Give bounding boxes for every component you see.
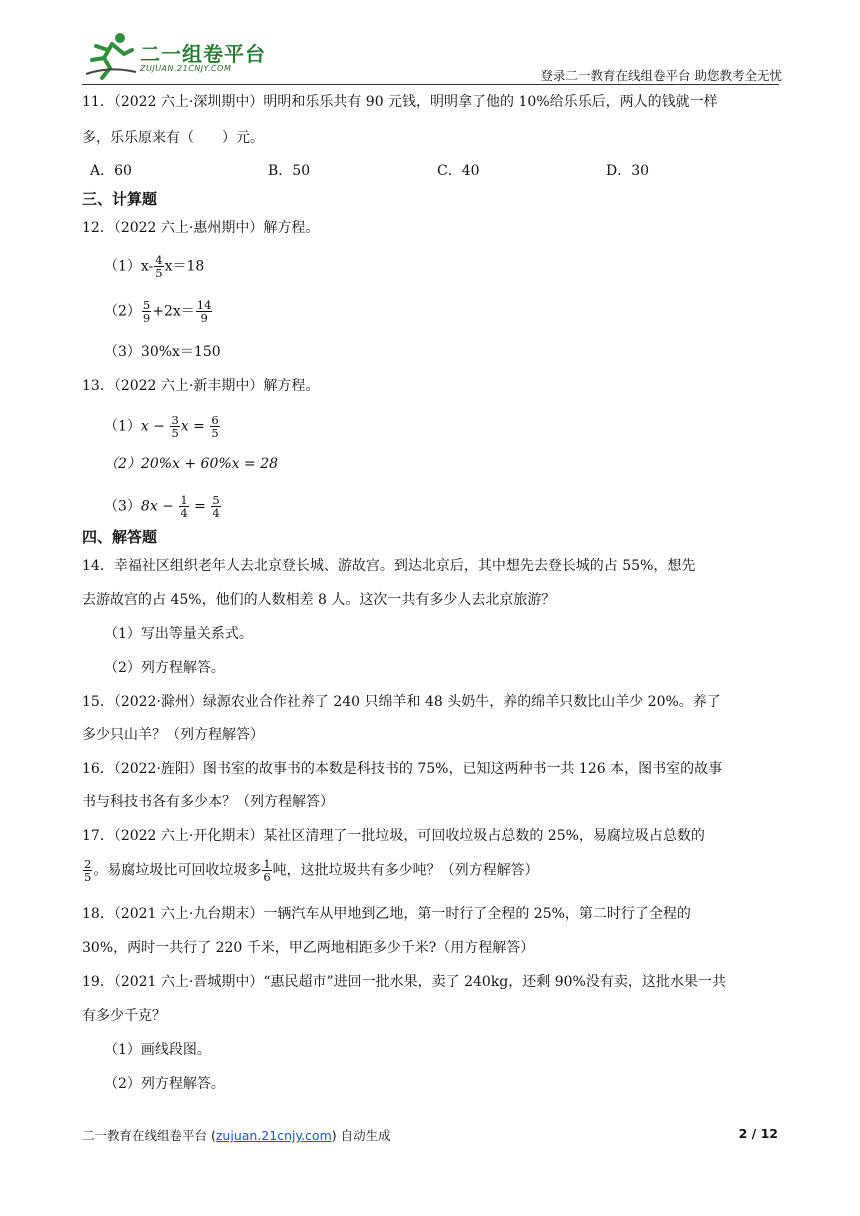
q13-title: 13．（2022 六上·新丰期中）解方程。 <box>82 378 320 394</box>
fraction: $\frac{5}{4}$ <box>212 493 220 520</box>
logo-subtext: ZUJUAN.21CNJY.COM <box>140 64 232 73</box>
q14-line2: 去游故宫的占 45%，他们的人数相差 8 人。这次一共有多少人去北京旅游？ <box>82 592 556 608</box>
footer-source-post: ) 自动生成 <box>331 1128 391 1143</box>
q19-sub1: （1）画线段图。 <box>104 1042 211 1058</box>
q12-sub1-pre: （1）x- <box>104 258 154 275</box>
fraction: $\frac{5}{9}$ <box>142 298 151 325</box>
footer-source-pre: 二一教育在线组卷平台 ( <box>82 1128 216 1143</box>
fraction: $\frac{6}{5}$ <box>211 413 219 440</box>
section-heading-3: 三、计算题 <box>82 190 158 208</box>
fraction: $\frac{1}{4}$ <box>180 493 188 520</box>
q19-line2: 有多少千克？ <box>82 1008 166 1024</box>
q14-line1: 14．幸福社区组织老年人去北京登长城、游故宫。到达北京后，其中想先去登长城的占 55%，想先 <box>82 558 696 574</box>
header-slogan: 登录二一教育在线组卷平台 助您教考全无忧 <box>540 68 782 83</box>
q13-sub3 <box>104 494 222 519</box>
q13-sub1-b: x = <box>180 418 205 435</box>
q17-tail: 吨，这批垃圾共有多少吨？（列方程解答） <box>272 862 539 879</box>
q14-sub2: （2）列方程解答。 <box>104 660 225 676</box>
q13-sub1 <box>104 414 221 439</box>
section-heading-4: 四、解答题 <box>82 528 158 546</box>
q12-sub2-mid: +2x＝ <box>152 303 195 320</box>
q12-sub3: （3）30%x＝150 <box>104 344 221 360</box>
footer-source <box>82 1126 391 1144</box>
q12-sub1 <box>104 254 204 279</box>
q18-line1: 18．（2021 六上·九台期末）一辆汽车从甲地到乙地，第一时行了全程的 25%，第二时行了全程的 <box>82 906 691 922</box>
fraction: $\frac{4}{5}$ <box>155 253 163 280</box>
q12-sub1-post: x＝18 <box>164 258 205 275</box>
q18-line2: 30%，两时一共行了 220 千米，甲乙两地相距多少千米?（用方程解答） <box>82 940 535 956</box>
header-divider <box>82 84 779 85</box>
q14-sub1: （1）写出等量关系式。 <box>104 626 253 642</box>
logo[interactable] <box>82 28 282 82</box>
q15-line1: 15．（2022·滁州）绿源农业合作社养了 240 只绵羊和 48 头奶牛，养的绵羊只数比山羊少 20%。养了 <box>82 694 721 710</box>
page-number: 2 / 12 <box>738 1126 778 1141</box>
q19-line1: 19．（2021 六上·晋城期中）“惠民超市”进回一批水果，卖了 240kg，还剩 90%没有卖，这批水果一共 <box>82 974 726 990</box>
q17-line1: 17．（2022 六上·开化期末）某社区清理了一批垃圾，可回收垃圾占总数的 25%，易腐垃圾占总数的 <box>82 828 705 844</box>
logo-text: 二一组卷平台 <box>140 42 266 66</box>
runner-icon <box>82 30 138 80</box>
q12-sub2-pre: （2） <box>104 303 141 320</box>
q13-sub3-a: 8x − <box>140 498 174 515</box>
q11-line1: 11．（2022 六上·深圳期中）明明和乐乐共有 90 元钱，明明拿了他的 10%给乐乐后，两人的钱就一样 <box>82 94 718 110</box>
q19-sub2: （2）列方程解答。 <box>104 1076 225 1092</box>
q11-choice-c: C．40 <box>437 163 480 179</box>
fraction: $\frac{1}{6}$ <box>263 857 271 884</box>
q16-line1: 16．（2022·旌阳）图书室的故事书的本数是科技书的 75%，已知这两种书一共 126 本，图书室的故事 <box>82 761 723 777</box>
fraction: $\frac{3}{5}$ <box>171 413 179 440</box>
footer-link[interactable]: zujuan.21cnjy.com <box>215 1128 332 1143</box>
fraction: $\frac{14}{9}$ <box>196 298 212 325</box>
q11-choice-b: B．50 <box>268 163 311 179</box>
q12-title: 12．（2022 六上·惠州期中）解方程。 <box>82 220 320 236</box>
q11-choice-a: A．60 <box>90 163 132 179</box>
q11-choice-d: D．30 <box>606 163 650 179</box>
q15-line2: 多少只山羊？（列方程解答） <box>82 727 264 743</box>
q16-line2: 书与科技书各有多少本？（列方程解答） <box>82 794 334 810</box>
page-header <box>82 28 782 84</box>
q17-mid: 。易腐垃圾比可回收垃圾多 <box>93 862 262 879</box>
q13-sub1-pre: （1） <box>104 418 141 435</box>
q13-sub3-pre: （3） <box>104 498 141 515</box>
q11-line2: 多，乐乐原来有（ ）元。 <box>82 130 264 146</box>
q12-sub2 <box>104 299 213 324</box>
q13-sub1-a: x − <box>140 418 165 435</box>
q13-sub3-b: = <box>194 498 206 515</box>
q13-sub2: （2）20%x + 60%x = 28 <box>104 456 279 472</box>
q17-line2 <box>82 858 779 883</box>
fraction: $\frac{2}{5}$ <box>84 857 92 884</box>
